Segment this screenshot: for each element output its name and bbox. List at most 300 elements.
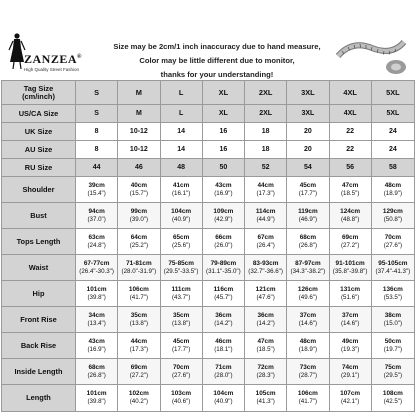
cm-value: 101cm — [86, 285, 107, 293]
measurement-cell — [330, 203, 372, 229]
cm-value: 114cm — [255, 207, 276, 215]
tape-measure-icon — [332, 34, 410, 78]
inch-value: (48.8") — [340, 215, 360, 223]
inch-value: (19.7") — [383, 345, 403, 353]
size-value-cell — [287, 123, 329, 141]
size-value-cell — [372, 141, 414, 159]
size-value: 8 — [94, 127, 99, 135]
measurement-cell — [118, 333, 160, 359]
row-label — [2, 159, 76, 177]
inch-value: (29.5"-33.5") — [163, 267, 199, 275]
inch-value: (17.3") — [129, 345, 149, 353]
inch-value: (42.1") — [340, 398, 360, 405]
cm-value: 36cm — [215, 311, 232, 319]
row-label — [2, 177, 76, 203]
cm-value: 47cm — [257, 337, 274, 345]
inch-value: (18.9") — [298, 345, 318, 353]
measurement-cell — [161, 307, 203, 333]
cm-value: 106cm — [128, 285, 149, 293]
size-value-cell — [161, 105, 203, 123]
size-value-cell — [287, 141, 329, 159]
inch-value: (46.9") — [298, 215, 318, 223]
size-value-cell — [203, 123, 245, 141]
measurement-note — [112, 40, 322, 82]
measurement-cell — [118, 203, 160, 229]
inch-value: (15.7") — [129, 189, 149, 197]
row-label-text: Waist — [28, 262, 49, 272]
row-label-text: Hip — [32, 288, 45, 298]
cm-value: 65cm — [172, 233, 190, 241]
inch-value: (26.8") — [87, 371, 106, 379]
inch-value: (34.3"-38.2") — [290, 267, 326, 275]
cm-value: 103cm — [171, 390, 192, 397]
row-label-text: AU Size — [24, 144, 53, 154]
cm-value: 129cm — [382, 207, 403, 215]
inch-value: (16.9") — [87, 345, 106, 353]
measurement-cell — [118, 281, 160, 307]
inch-value: (18.5") — [340, 189, 360, 197]
inch-value: (25.2") — [129, 241, 149, 249]
cm-value: 75cm — [384, 363, 402, 371]
size-value-cell — [372, 123, 414, 141]
size-header-label: 4XL — [343, 87, 357, 97]
size-header — [330, 81, 372, 105]
size-header — [287, 81, 329, 105]
measurement-cell — [245, 281, 287, 307]
row-label-text: Back Rise — [20, 340, 57, 350]
cm-value: 121cm — [255, 285, 276, 293]
measurement-cell — [372, 307, 414, 333]
inch-value: (18.9") — [383, 189, 403, 197]
size-value-cell — [203, 105, 245, 123]
cm-value: 39cm — [88, 181, 105, 189]
size-value-cell — [76, 141, 118, 159]
size-header — [118, 81, 160, 105]
measurement-cell — [161, 177, 203, 203]
inch-value: (27.2") — [129, 371, 149, 379]
size-value: 24 — [388, 145, 397, 153]
measurement-cell — [287, 177, 329, 203]
measurement-cell — [161, 255, 203, 281]
cm-value: 124cm — [340, 207, 361, 215]
cm-value: 64cm — [130, 233, 148, 241]
cm-value: 69cm — [341, 233, 359, 241]
measurement-cell — [330, 359, 372, 385]
size-value: 46 — [134, 163, 143, 171]
measurement-cell — [76, 333, 118, 359]
size-header-label: XL — [218, 87, 229, 97]
size-value-cell — [287, 159, 329, 177]
inch-value: (15.0") — [383, 319, 403, 327]
row-label-text: Inside Length — [14, 366, 63, 376]
row-label — [2, 255, 76, 281]
cm-value: 44cm — [130, 337, 148, 345]
measurement-cell — [245, 359, 287, 385]
cm-value: 48cm — [384, 181, 402, 189]
row-label-text: Length — [26, 393, 51, 402]
size-value: 22 — [346, 127, 355, 135]
measurement-cell — [203, 229, 245, 255]
inch-value: (31.1"-35.0") — [206, 267, 241, 275]
cm-value: 68cm — [88, 363, 105, 371]
measurement-cell — [161, 385, 203, 411]
size-value-cell — [118, 123, 160, 141]
measurement-cell — [330, 385, 372, 411]
measurement-cell — [203, 333, 245, 359]
measurement-cell — [76, 281, 118, 307]
cm-value: 67cm — [257, 233, 274, 241]
inch-value: (13.4") — [87, 319, 106, 327]
measurement-cell — [203, 177, 245, 203]
row-label — [2, 123, 76, 141]
size-header-label: M — [135, 87, 142, 97]
size-value: 20 — [303, 145, 312, 153]
row-label-text: Tops Length — [16, 236, 61, 246]
measurement-cell — [118, 385, 160, 411]
measurement-cell — [330, 307, 372, 333]
measurement-cell — [203, 359, 245, 385]
inch-value: (42.9") — [214, 215, 233, 223]
measurement-cell — [203, 385, 245, 411]
row-label-text: Front Rise — [20, 314, 57, 324]
inch-value: (29.5") — [383, 371, 403, 379]
inch-value: (35.8"-39.8") — [332, 267, 368, 275]
size-value: 54 — [303, 163, 312, 171]
inch-value: (39.0") — [129, 215, 149, 223]
measurement-cell — [118, 359, 160, 385]
cm-value: 46cm — [215, 337, 232, 345]
inch-value: (28.0") — [214, 371, 233, 379]
size-value-cell — [118, 141, 160, 159]
size-value: 22 — [346, 145, 355, 153]
inch-value: (41.7") — [298, 398, 318, 405]
size-grid — [1, 80, 415, 412]
inch-value: (27.2") — [340, 241, 360, 249]
inch-value: (16.9") — [214, 189, 233, 197]
size-header — [372, 81, 414, 105]
measurement-cell — [76, 307, 118, 333]
size-header-label: S — [94, 87, 100, 97]
row-label — [2, 203, 76, 229]
cm-value: 109cm — [213, 207, 234, 215]
cm-value: 45cm — [172, 337, 190, 345]
cm-value: 99cm — [130, 207, 148, 215]
size-value-cell — [330, 123, 372, 141]
cm-value: 66cm — [215, 233, 232, 241]
cm-value: 34cm — [88, 311, 105, 319]
cm-value: 87-97cm — [295, 259, 321, 267]
measurement-cell — [372, 359, 414, 385]
inch-value: (43.7") — [171, 293, 191, 301]
measurement-cell — [330, 281, 372, 307]
inch-value: (24.8") — [87, 241, 106, 249]
size-value: 56 — [346, 163, 355, 171]
note-line: thanks for your understanding! — [160, 70, 274, 79]
size-header-label: L — [178, 87, 184, 97]
tag-size-header — [2, 81, 76, 105]
measurement-cell — [245, 385, 287, 411]
measurement-cell — [76, 385, 118, 411]
measurement-cell — [372, 229, 414, 255]
measurement-cell — [245, 229, 287, 255]
inch-value: (16.1") — [171, 189, 191, 197]
measurement-cell — [245, 307, 287, 333]
cm-value: 43cm — [88, 337, 105, 345]
row-label — [2, 359, 76, 385]
measurement-cell — [118, 177, 160, 203]
inch-value: (28.3") — [256, 371, 275, 379]
size-value-cell — [118, 105, 160, 123]
row-label-text: Shoulder — [22, 184, 55, 194]
measurement-cell — [287, 333, 329, 359]
inch-value: (41.7") — [129, 293, 149, 301]
row-label-text: UK Size — [24, 126, 53, 136]
measurement-cell — [287, 255, 329, 281]
size-value-cell — [245, 159, 287, 177]
measurement-cell — [372, 177, 414, 203]
size-value-cell — [161, 141, 203, 159]
cm-value: 40cm — [130, 181, 148, 189]
size-value: 2XL — [259, 109, 273, 117]
cm-value: 104cm — [171, 207, 192, 215]
cm-value: 119cm — [298, 207, 318, 215]
cm-value: 136cm — [382, 285, 403, 293]
inch-value: (19.3") — [340, 345, 360, 353]
inch-value: (18.1") — [214, 345, 233, 353]
header — [0, 0, 416, 80]
size-value: 52 — [261, 163, 270, 171]
size-value-cell — [118, 159, 160, 177]
row-label — [2, 229, 76, 255]
size-value-cell — [245, 105, 287, 123]
cm-value: 108cm — [382, 390, 403, 397]
inch-value: (45.7") — [214, 293, 233, 301]
inch-value: (53.5") — [383, 293, 403, 301]
inch-value: (41.3") — [256, 398, 275, 405]
measurement-cell — [118, 255, 160, 281]
inch-value: (51.6") — [340, 293, 360, 301]
size-value-cell — [161, 123, 203, 141]
size-value: XL — [218, 109, 228, 117]
cm-value: 70cm — [384, 233, 402, 241]
cm-value: 45cm — [299, 181, 317, 189]
size-value-cell — [76, 159, 118, 177]
measurement-cell — [76, 229, 118, 255]
inch-value: (14.2") — [214, 319, 233, 327]
row-label-text: Bust — [30, 210, 47, 220]
inch-value: (40.6") — [171, 398, 191, 405]
measurement-cell — [287, 281, 329, 307]
size-value: 3XL — [301, 109, 315, 117]
row-label — [2, 333, 76, 359]
cm-value: 106cm — [297, 390, 318, 397]
brand-tagline: High Quality Street Fashion — [24, 67, 80, 72]
cm-value: 38cm — [384, 311, 402, 319]
measurement-cell — [203, 281, 245, 307]
cm-value: 37cm — [299, 311, 317, 319]
cm-value: 79-89cm — [210, 259, 237, 267]
inch-value: (37.0") — [87, 215, 106, 223]
cm-value: 74cm — [341, 363, 359, 371]
measurement-cell — [118, 229, 160, 255]
size-value: 16 — [219, 127, 228, 135]
measurement-cell — [203, 203, 245, 229]
cm-value: 75-85cm — [168, 259, 194, 267]
measurement-cell — [330, 255, 372, 281]
size-value-cell — [330, 159, 372, 177]
inch-value: (44.9") — [256, 215, 275, 223]
measurement-cell — [372, 203, 414, 229]
cm-value: 35cm — [172, 311, 190, 319]
size-value-cell — [372, 159, 414, 177]
cm-value: 131cm — [340, 285, 361, 293]
cm-value: 111cm — [171, 285, 191, 293]
size-value-cell — [330, 105, 372, 123]
cm-value: 126cm — [297, 285, 318, 293]
inch-value: (26.0") — [214, 241, 233, 249]
cm-value: 48cm — [299, 337, 317, 345]
inch-value: (49.6") — [298, 293, 318, 301]
inch-value: (13.8") — [129, 319, 149, 327]
cm-value: 94cm — [88, 207, 105, 215]
measurement-cell — [161, 281, 203, 307]
size-header — [245, 81, 287, 105]
size-header-label: 2XL — [258, 87, 273, 97]
measurement-cell — [245, 203, 287, 229]
size-value-cell — [203, 159, 245, 177]
cm-value: 37cm — [341, 311, 359, 319]
cm-value: 43cm — [215, 181, 232, 189]
size-value: 48 — [177, 163, 186, 171]
inch-value: (40.9") — [214, 398, 233, 405]
size-value-cell — [330, 141, 372, 159]
measurement-cell — [161, 333, 203, 359]
measurement-cell — [245, 255, 287, 281]
cm-value: 73cm — [299, 363, 317, 371]
cm-value: 102cm — [128, 390, 149, 397]
inch-value: (28.7") — [298, 371, 318, 379]
inch-value: (29.1") — [340, 371, 360, 379]
cm-value: 71-81cm — [126, 259, 152, 267]
cm-value: 70cm — [172, 363, 190, 371]
size-value: 5XL — [386, 109, 400, 117]
inch-value: (13.8") — [171, 319, 191, 327]
size-header — [161, 81, 203, 105]
measurement-cell — [76, 177, 118, 203]
inch-value: (50.8") — [383, 215, 403, 223]
size-value-cell — [76, 105, 118, 123]
measurement-cell — [287, 385, 329, 411]
size-header — [76, 81, 118, 105]
row-label — [2, 307, 76, 333]
size-header-label: 3XL — [301, 87, 315, 97]
cm-value: 116cm — [213, 285, 234, 293]
size-value: 14 — [177, 127, 186, 135]
measurement-cell — [161, 229, 203, 255]
size-value: 8 — [94, 145, 99, 153]
inch-value: (26.8") — [298, 241, 318, 249]
size-value: 16 — [219, 145, 228, 153]
size-value: 18 — [261, 145, 270, 153]
cm-value: 49cm — [341, 337, 359, 345]
size-value-cell — [245, 123, 287, 141]
size-value: M — [135, 109, 142, 117]
measurement-cell — [372, 255, 414, 281]
inch-value: (17.7") — [171, 345, 191, 353]
measurement-cell — [330, 229, 372, 255]
row-label — [2, 281, 76, 307]
size-value: 18 — [261, 127, 270, 135]
inch-value: (17.3") — [256, 189, 275, 197]
size-chart-table — [0, 80, 416, 416]
inch-value: (26.4"-30.3") — [79, 267, 114, 275]
cm-value: 101cm — [86, 390, 107, 397]
inch-value: (14.2") — [256, 319, 275, 327]
inch-value: (15.4") — [87, 189, 106, 197]
row-label — [2, 385, 76, 411]
inch-value: (14.6") — [298, 319, 318, 327]
inch-value: (39.8") — [87, 293, 106, 301]
inch-value: (17.7") — [298, 189, 318, 197]
size-value: 20 — [303, 127, 312, 135]
inch-value: (42.5") — [383, 398, 403, 405]
size-value: 44 — [92, 163, 101, 171]
row-label — [2, 105, 76, 123]
cm-value: 105cm — [255, 390, 276, 397]
cm-value: 107cm — [340, 390, 361, 397]
size-value: S — [94, 109, 99, 117]
measurement-cell — [372, 385, 414, 411]
row-label-text: US/CA Size — [18, 108, 59, 118]
cm-value: 35cm — [130, 311, 148, 319]
size-value-cell — [245, 141, 287, 159]
size-value-cell — [76, 123, 118, 141]
cm-value: 44cm — [257, 181, 274, 189]
measurement-cell — [203, 255, 245, 281]
cm-value: 95-105cm — [378, 259, 408, 267]
measurement-cell — [245, 333, 287, 359]
measurement-cell — [287, 203, 329, 229]
measurement-cell — [161, 359, 203, 385]
size-value: 24 — [388, 127, 397, 135]
measurement-cell — [287, 307, 329, 333]
measurement-cell — [287, 359, 329, 385]
size-value: L — [178, 109, 184, 117]
inch-value: (27.6") — [383, 241, 403, 249]
inch-value: (18.5") — [256, 345, 275, 353]
cm-value: 71cm — [215, 363, 232, 371]
cm-value: 69cm — [130, 363, 148, 371]
measurement-cell — [161, 203, 203, 229]
row-label-text: RU Size — [24, 162, 53, 172]
cm-value: 36cm — [257, 311, 274, 319]
measurement-cell — [76, 203, 118, 229]
inch-value: (40.9") — [171, 215, 191, 223]
brand-logo — [6, 40, 116, 76]
size-header-label: 5XL — [386, 87, 400, 97]
inch-value: (40.2") — [129, 398, 149, 405]
measurement-cell — [330, 333, 372, 359]
measurement-cell — [76, 359, 118, 385]
measurement-cell — [372, 333, 414, 359]
note-line: Size may be 2cm/1 inch inaccuracy due to hand measure, — [113, 42, 321, 51]
row-label — [2, 141, 76, 159]
inch-value: (25.6") — [171, 241, 191, 249]
size-value: 10-12 — [129, 127, 148, 135]
inch-value: (37.4"-41.3") — [375, 267, 411, 275]
cm-value: 83-93cm — [252, 259, 279, 267]
inch-value: (47.6") — [256, 293, 275, 301]
